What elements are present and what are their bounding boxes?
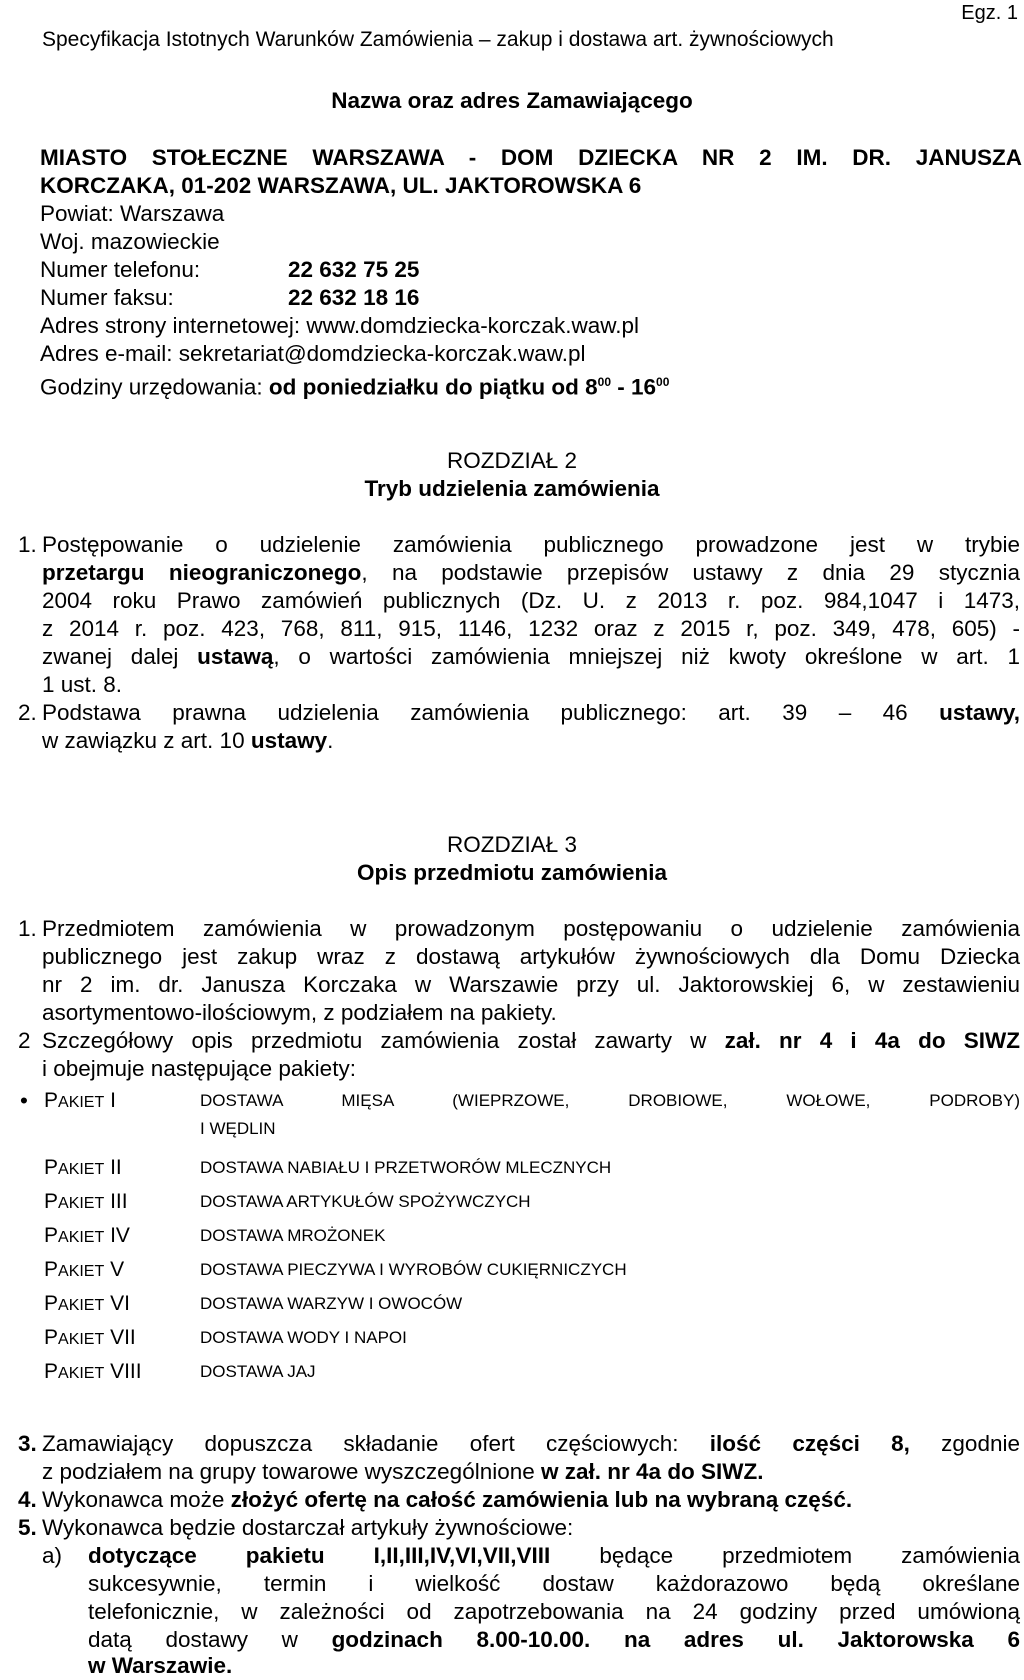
ch3-item1-line4: asortymentowo-ilościowym, z podziałem na pakiety. [42, 1000, 557, 1025]
phone-value: 22 632 75 25 [288, 257, 420, 282]
hours-sup-end: 00 [656, 375, 670, 389]
ch3-item4-a: Wykonawca może [42, 1487, 231, 1512]
authority-name-line2: KORCZAKA, 01-202 WARSZAWA, UL. JAKTOROWSKA 6 [40, 173, 642, 198]
ch2-item2-line2-bold: ustawy [250, 728, 328, 753]
wojewodztwo: Woj. mazowieckie [40, 229, 220, 254]
package-row-8 [0, 1358, 1024, 1386]
ch3-item3-line1 [42, 1430, 1020, 1458]
package-desc-1: DOSTAWA MIĘSA (WIEPRZOWE, DROBIOWE, WOŁOWE, PODROBY) [200, 1091, 1020, 1110]
office-hours-label: Godziny urzędowania: [40, 374, 269, 400]
sub-a-line4 [88, 1626, 1020, 1654]
package-row-1 [0, 1087, 1024, 1115]
package-desc-1-cont: I WĘDLIN [200, 1119, 276, 1138]
ch2-item2-line1-a: Podstawa prawna udzielenia zamówienia publicznego: art. 39 – 46 [42, 700, 940, 725]
hours-end: - 16 [611, 374, 657, 400]
ch2-item1-line2-rest: , na podstawie przepisów ustawy z dnia 29 stycznia [361, 560, 1020, 585]
package-row-7 [0, 1324, 1024, 1352]
sub-a-label: a) [42, 1543, 63, 1568]
ch3-item3-number: 3. [18, 1431, 37, 1456]
ch3-item1-number: 1. [18, 916, 37, 941]
package-row-3 [0, 1188, 1024, 1216]
package-row-5 [0, 1256, 1024, 1284]
package-label-3: PAKIET III [44, 1190, 128, 1213]
ch3-item3-line1-bold: ilość części 8, [709, 1431, 910, 1456]
sub-a-line1-rest: będące przedmiotem zamówienia [550, 1543, 1020, 1568]
powiat: Powiat: Warszawa [40, 201, 225, 226]
package-row-2 [0, 1154, 1024, 1182]
ch2-item2-number: 2. [18, 700, 37, 725]
package-desc-4: DOSTAWA MROŻONEK [200, 1226, 386, 1245]
ch2-item2-line1 [42, 699, 1020, 727]
fax-value: 22 632 18 16 [288, 285, 420, 310]
ch2-item1-line5-a: zwanej dalej [42, 644, 198, 669]
hours-sup-start: 00 [597, 375, 612, 389]
website: Adres strony internetowej: www.domdziecka-korczak.waw.pl [40, 313, 639, 338]
package-label-7: PAKIET VII [44, 1326, 136, 1349]
chapter3-heading: ROZDZIAŁ 3 [446, 832, 578, 857]
section-title-contracting-authority: Nazwa oraz adres Zamawiającego [331, 88, 693, 113]
ch3-item4-line [42, 1486, 1020, 1514]
chapter2-subheading: Tryb udzielenia zamówienia [364, 476, 660, 501]
chapter2-heading: ROZDZIAŁ 2 [446, 448, 578, 473]
package-label-4: PAKIET IV [44, 1224, 130, 1247]
ch3-item2-line2: i obejmuje następujące pakiety: [42, 1056, 356, 1081]
package-desc-6: DOSTAWA WARZYW I OWOCÓW [200, 1294, 463, 1313]
ch2-item1-line5 [42, 643, 1020, 671]
ch3-item5-number: 5. [18, 1515, 37, 1540]
fax-label: Numer faksu: [40, 285, 174, 310]
office-hours [40, 368, 1022, 402]
ch3-item2-number: 2 [18, 1028, 31, 1053]
ch2-item1-line6: 1 ust. 8. [42, 672, 123, 697]
ch2-item1-line2 [42, 559, 1020, 587]
ch3-item2-line1-bold: zał. nr 4 i 4a do SIWZ [724, 1028, 1021, 1053]
package-desc-8: DOSTAWA JAJ [200, 1362, 316, 1381]
package-label-1: PAKIET I [44, 1089, 116, 1112]
sub-a-line3: telefonicznie, w zależności od zapotrzebowania na 24 godziny przed umówioną [88, 1599, 1020, 1624]
ch3-item1-line2: publicznego jest zakup wraz z dostawą artykułów żywnościowych dla Domu Dziecka [42, 944, 1020, 969]
package-row-4 [0, 1222, 1024, 1250]
fax-row [40, 284, 1022, 312]
package-desc-2: DOSTAWA NABIAŁU I PRZETWORÓW MLECZNYCH [200, 1158, 612, 1177]
ch2-item1-line5-b: , o wartości zamówienia mniejszej niż kwoty określone w art. 1 [273, 644, 1020, 669]
phone-row [40, 256, 1022, 284]
ch2-item1-line5-bold: ustawą [197, 644, 274, 669]
ch2-item2-line2-b: . [327, 728, 334, 753]
ch2-item1-number: 1. [18, 532, 37, 557]
phone-label: Numer telefonu: [40, 257, 201, 282]
copy-number: Egz. 1 [961, 2, 1018, 24]
package-desc-7: DOSTAWA WODY I NAPOI [200, 1328, 407, 1347]
ch2-item1-line1: Postępowanie o udzielenie zamówienia publicznego prowadzone jest w trybie [42, 532, 1020, 557]
chapter3-subheading: Opis przedmiotu zamówienia [356, 860, 668, 885]
package-row-6 [0, 1290, 1024, 1318]
sub-a-line2: sukcesywnie, termin i wielkość dostaw każdorazowo będą określane [88, 1571, 1020, 1596]
ch2-item2-line2 [42, 727, 1020, 755]
ch3-item1-line1: Przedmiotem zamówienia w prowadzonym postępowaniu o udzielenie zamówienia [42, 916, 1020, 941]
ch3-item3-line2-bold: w zał. nr 4a do SIWZ. [541, 1459, 764, 1484]
package-label-6: PAKIET VI [44, 1292, 130, 1315]
ch3-item5-line: Wykonawca będzie dostarczał artykuły żywnościowe: [42, 1515, 574, 1540]
package-label-5: PAKIET V [44, 1258, 125, 1281]
sub-a-line4-bold: godzinach 8.00-10.00. na adres ul. Jaktorowska 6 [331, 1627, 1020, 1652]
sub-a-line4-a: datą dostawy w [88, 1627, 332, 1652]
ch2-item1-line3: 2004 roku Prawo zamówień publicznych (Dz. U. z 2013 r. poz. 984,1047 i 1473, [42, 588, 1020, 613]
bullet-icon: • [20, 1088, 28, 1113]
sub-a-line5: w Warszawie. [88, 1653, 233, 1678]
ch2-item2-line1-bold: ustawy, [939, 700, 1020, 725]
ch3-item3-line1-b: zgodnie [909, 1431, 1020, 1456]
package-label-2: PAKIET II [44, 1156, 122, 1179]
ch3-item4-number: 4. [18, 1487, 37, 1512]
document-header-title: Specyfikacja Istotnych Warunków Zamówienia – zakup i dostawa art. żywnościowych [42, 28, 834, 51]
package-desc-3: DOSTAWA ARTYKUŁÓW SPOŻYWCZYCH [200, 1192, 531, 1211]
ch3-item2-line1-a: Szczegółowy opis przedmiotu zamówienia został zawarty w [42, 1028, 725, 1053]
ch3-item1-line3: nr 2 im. dr. Janusza Korczaka w Warszawie przy ul. Jaktorowskiej 6, w zestawieniu [42, 972, 1020, 997]
ch3-item3-line2 [42, 1458, 1020, 1486]
ch3-item3-line1-a: Zamawiający dopuszcza składanie ofert częściowych: [42, 1431, 710, 1456]
email: Adres e-mail: sekretariat@domdziecka-korczak.waw.pl [40, 341, 586, 366]
authority-name-line1: MIASTO STOŁECZNE WARSZAWA - DOM DZIECKA NR 2 IM. DR. JANUSZA [40, 145, 1022, 170]
sub-a-line1 [88, 1542, 1020, 1570]
ch2-item1-line4: z 2014 r. poz. 423, 768, 811, 915, 1146, 1232 oraz z 2015 r, poz. 349, 478, 605) - [42, 616, 1020, 641]
ch2-item2-line2-a: w zawiązku z art. 10 [42, 728, 251, 753]
sub-a-line1-bold: dotyczące pakietu I,II,III,IV,VI,VII,VIII [88, 1543, 551, 1568]
tender-mode: przetargu nieograniczonego [42, 560, 362, 585]
package-desc-5: DOSTAWA PIECZYWA I WYROBÓW CUKIĘRNICZYCH [200, 1260, 627, 1279]
office-hours-days: od poniedziałku do piątku od 8 [268, 374, 598, 400]
ch3-item3-line2-a: z podziałem na grupy towarowe wyszczególnione [42, 1459, 542, 1484]
package-label-8: PAKIET VIII [44, 1360, 142, 1383]
ch3-item2-line1 [42, 1027, 1020, 1055]
ch3-item4-bold: złożyć ofertę na całość zamówienia lub na wybraną część. [230, 1487, 853, 1512]
